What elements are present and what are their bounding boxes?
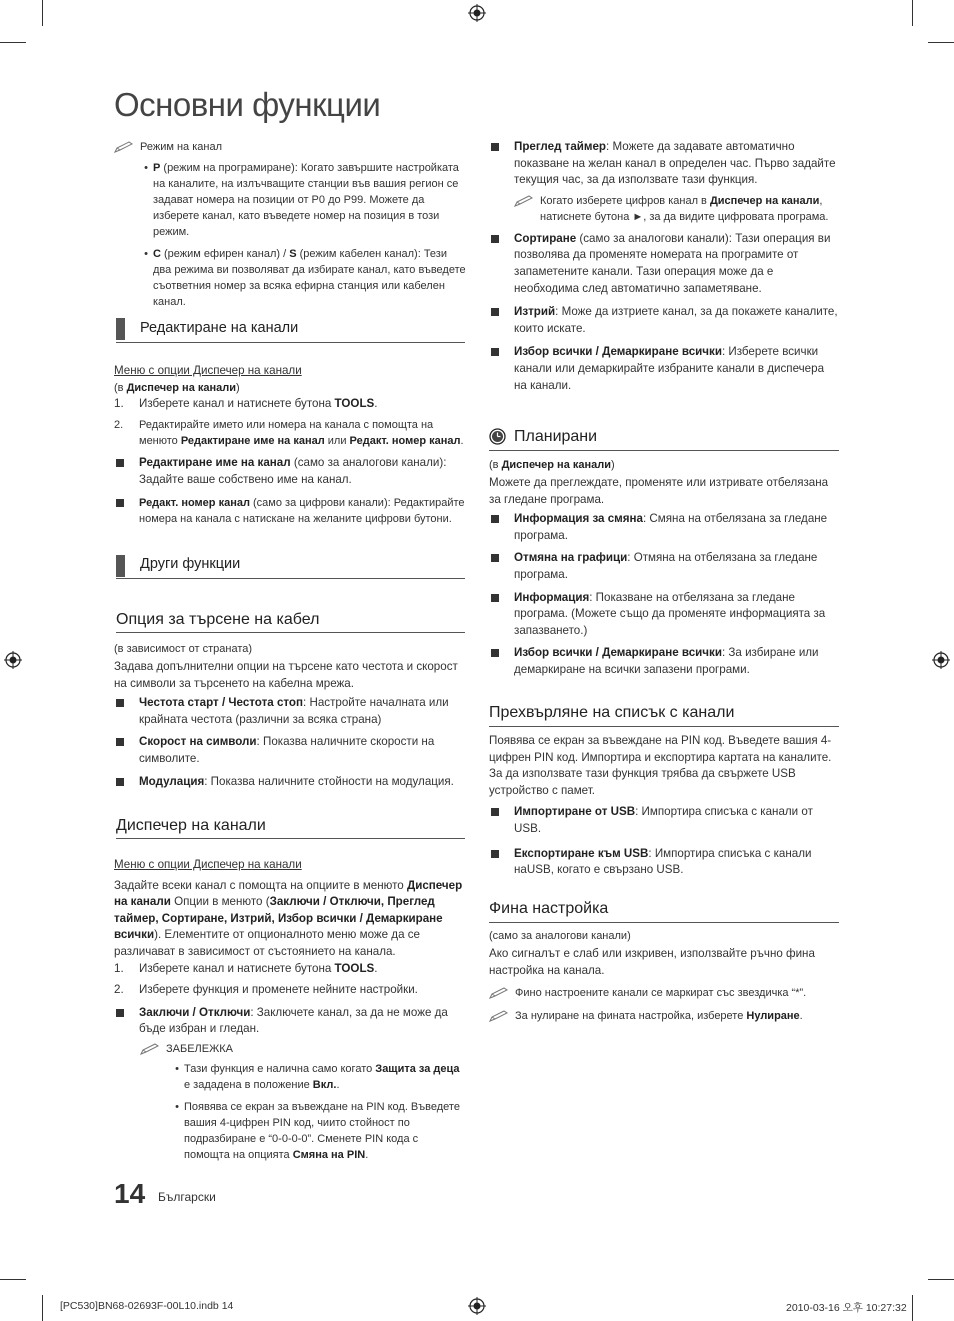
square-bullet-icon: [116, 459, 124, 467]
divider: [116, 342, 465, 343]
scheduled-section: (в Диспечер на канали) Можете да преглеждате, променяте или изтривате отбелязана за гледане програма. Информация за смяна: Смяна на отбелязана за гледане програма. Отмяна на графици: Отмяна на отбелязана за гледане програма. Информация: Показване на отбелязана за гледане програма. (Можете също да променяте информацията за запазването.) Избор всички / Демаркиране всички: За избиране или демаркиране на всички запазени програми.: [489, 457, 840, 679]
footer-language: Български: [158, 1190, 216, 1204]
subheading-bar: [116, 318, 125, 340]
heading-fine-tune: Фина настройка: [489, 900, 609, 917]
divider: [116, 632, 465, 633]
crop-mark: [42, 0, 43, 26]
crop-mark: [912, 1295, 913, 1321]
edit-channels-section: [114, 363, 466, 527]
crop-mark: [928, 1279, 954, 1280]
note: ЗАБЕЛЕЖКА: [140, 1041, 466, 1057]
subheading-other-functions: Други функции: [140, 556, 241, 572]
left-column: [114, 139, 466, 310]
bullet-item: Скорост на символи: Показва наличните скорости на символите.: [114, 734, 466, 767]
square-bullet-icon: [491, 850, 499, 858]
bullet-item: Честота старт / Честота стоп: Настройте началната или крайната честота (различни за всяка страна): [114, 695, 466, 728]
clock-icon: [489, 428, 506, 445]
heading-scheduled: Планирани: [514, 428, 598, 445]
bullet-item: Преглед таймер: Можете да задавате автоматично показване на желан канал в определен час. Първо задайте текущия час, за да използвате тази функция.: [489, 139, 840, 189]
crop-mark: [0, 42, 26, 43]
registration-mark-icon: [4, 651, 22, 669]
bullet-item: Редактиране име на канал (само за аналогови канали): Задайте ваше собствено име на канал.: [114, 455, 466, 488]
bullet-item: Избор всички / Демаркиране всички: За избиране или демаркиране на всички запазени програми.: [489, 645, 840, 678]
crop-mark: [912, 0, 913, 26]
registration-mark-icon: [468, 4, 486, 22]
square-bullet-icon: [116, 778, 124, 786]
step-item: 2. Редактирайте името или номера на канала с помощта на менюто Редактиране име на канал или Редакт. номер канал.: [114, 419, 464, 448]
cable-search-section: (в зависимост от страната) Задава допълнителни опции на търсене като честота и скорост на символи за търсенето на кабелна мрежа. Честота старт / Честота стоп: Настройте началната или крайната честота (различни за всяка страна) Скорост на символи: Показва наличните скорости на символите. Модулация: Показва наличните стойности на модулация.: [114, 641, 466, 790]
square-bullet-icon: [491, 235, 499, 243]
pencil-note-icon: [114, 141, 134, 153]
subheading-edit-channels: Редактиране на канали: [140, 320, 299, 336]
bullet-item: • Появява се екран за въвеждане на PIN код. Въведете вашия 4-цифрен PIN код, чиито стойност по подразбиране е “0-0-0-0”. Сменете PIN кода с помощта на опцията Смяна на PIN.: [175, 1100, 460, 1161]
bullet-item: Изтрий: Може да изтриете канал, за да покажете каналите, които искате.: [489, 304, 840, 337]
bullet-item: Редакт. номер канал (само за цифрови канали): Редактирайте номера на канала с натискане на желаните цифрови бутони.: [114, 495, 466, 527]
footer-file-info: [PC530]BN68-02693F-00L10.indb 14: [60, 1300, 234, 1312]
heading-transfer-channel-list: Прехвърляне на списък с канали: [489, 704, 735, 721]
pencil-note-icon: [514, 195, 534, 207]
right-column-top: [489, 139, 840, 394]
footer-date-info: 2010-03-16 오후 10:27:32: [786, 1302, 907, 1314]
bullet-item: • C (режим ефирен канал) / S (режим кабелен канал): Тези два режима ви позволяват да избирате канал, като въведете съответния номер за всяка ефирна станция или кабелен канал.: [144, 248, 466, 308]
note: Когато изберете цифров канал в Диспечер на канали, натиснете бутона ►, за да видите цифровата програма.: [514, 193, 840, 225]
step-item: 2. Изберете функция и променете нейните настройки.: [114, 983, 418, 997]
fine-tune-section: (само за аналогови канали) Ако сигналът е слаб или изкривен, използвайте ръчно фина настройка на канала. Фино настроените канали се маркират със звездичка “*”. За нулиране на фината настройка, изберете Нулиране.: [489, 928, 840, 1024]
square-bullet-icon: [116, 499, 124, 507]
square-bullet-icon: [491, 554, 499, 562]
note-text: Режим на канал: [140, 141, 223, 153]
square-bullet-icon: [116, 1009, 124, 1017]
bullet-item: Отмяна на графици: Отмяна на отбелязана за гледане програма.: [489, 550, 840, 583]
bullet-item: Заключи / Отключи: Заключете канал, за да не може да бъде избран и гледан.: [114, 1005, 466, 1038]
bullet-item: Информация: Показване на отбелязана за гледане програма. (Можете също да променяте информацията за запазването.): [489, 590, 840, 640]
pencil-note-icon: [489, 1010, 509, 1022]
divider: [489, 450, 839, 451]
square-bullet-icon: [491, 808, 499, 816]
bullet-item: Модулация: Показва наличните стойности на модулация.: [114, 774, 466, 791]
pencil-note-icon: [140, 1043, 160, 1055]
menu-path: Меню с опции Диспечер на канали: [114, 858, 302, 871]
subheading-bar: [116, 555, 125, 577]
registration-mark-icon: [932, 651, 950, 669]
square-bullet-icon: [116, 699, 124, 707]
divider: [116, 578, 465, 579]
note: [114, 139, 466, 155]
pencil-note-icon: [489, 987, 509, 999]
square-bullet-icon: [491, 515, 499, 523]
divider: [489, 922, 839, 923]
step-item: 1. Изберете канал и натиснете бутона TOOLS.: [114, 396, 378, 410]
heading-channel-manager: Диспечер на канали: [116, 817, 266, 834]
crop-mark: [928, 42, 954, 43]
square-bullet-icon: [491, 594, 499, 602]
divider: [489, 726, 839, 727]
page-title: Основни функции: [114, 86, 381, 123]
registration-mark-icon: [468, 1297, 486, 1315]
square-bullet-icon: [491, 348, 499, 356]
transfer-section: Появява се екран за въвеждане на PIN код. Въведете вашия 4-цифрен PIN код. Импортира и експортира картата на каналите. За да използвате тази функция трябва да свържете USB устройство с памет. Импортиране от USB: Импортира списъка с канали от USB. Експортиране към USB: Импортира списъка с канали наUSB, когато е свързано USB.: [489, 733, 840, 879]
bullet-item: Сортиране (само за аналогови канали): Тази операция ви позволява да променяте номерата на програмите от запаметените канали. Тази операция може да е необходима след автоматично запаметяване.: [489, 231, 840, 297]
menu-path: Меню с опции Диспечер на канали: [114, 364, 302, 377]
bullet-item: • Тази функция е налична само когато Защита за деца е зададена в положение Вкл..: [175, 1062, 460, 1091]
bullet-item: Информация за смяна: Смяна на отбелязана за гледане програма.: [489, 511, 840, 544]
square-bullet-icon: [491, 143, 499, 151]
note: За нулиране на фината настройка, изберете Нулиране.: [489, 1008, 840, 1024]
bullet-item: Импортиране от USB: Импортира списъка с канали от USB.: [489, 804, 840, 837]
channel-manager-section: Меню с опции Диспечер на канали Задайте всеки канал с помощта на опциите в менюто Диспечер на канали Опции в менюто (Заключи / Отключи, Преглед таймер, Сортиране, Изтрий, Избор всички / Демаркиране всички). Елементите от опционалното меню може да се различават в зависимост от състоянието на канала. 1. Изберете канал и натиснете бутона TOOLS. 2. Изберете функция и променете нейните настройки. Заключи / Отключи: Заключете канал, за да не може да бъде избран и гледан. ЗАБЕЛЕЖКА • Тази функция е налична само когато Защита за деца е зададена в положение Вкл.. • Появява се екран за въвеждане на PIN код. Въведете вашия 4-цифрен PIN код, чиито стойност по подразбиране е “0-0-0-0”. Сменете PIN кода с помощта на опцията Смяна на PIN.: [114, 857, 466, 1163]
bullet-item: Експортиране към USB: Импортира списъка с канали наUSB, когато е свързано USB.: [489, 846, 840, 879]
step-item: 1. Изберете канал и натиснете бутона TOOLS.: [114, 961, 378, 975]
square-bullet-icon: [116, 738, 124, 746]
bullet-item: • P (режим на програмиране): Когато завършите настройката на каналите, на излъчващите станции във вашия регион се задават номера на позиции от P0 до P99. Можете да изберете канал, като въведете номер на позиция в този режим.: [144, 162, 459, 238]
square-bullet-icon: [491, 308, 499, 316]
menu-location: (в Диспечер на канали): [114, 381, 240, 394]
note: Фино настроените канали се маркират със звездичка “*”.: [489, 985, 840, 1001]
crop-mark: [42, 1295, 43, 1321]
divider: [116, 838, 465, 839]
square-bullet-icon: [491, 649, 499, 657]
heading-cable-search: Опция за търсене на кабел: [116, 611, 320, 628]
page-number: 14: [114, 1178, 146, 1209]
bullet-item: Избор всички / Демаркиране всички: Изберете всички канали или демаркирайте избраните канали в диспечера на канали.: [489, 344, 840, 394]
crop-mark: [0, 1279, 26, 1280]
